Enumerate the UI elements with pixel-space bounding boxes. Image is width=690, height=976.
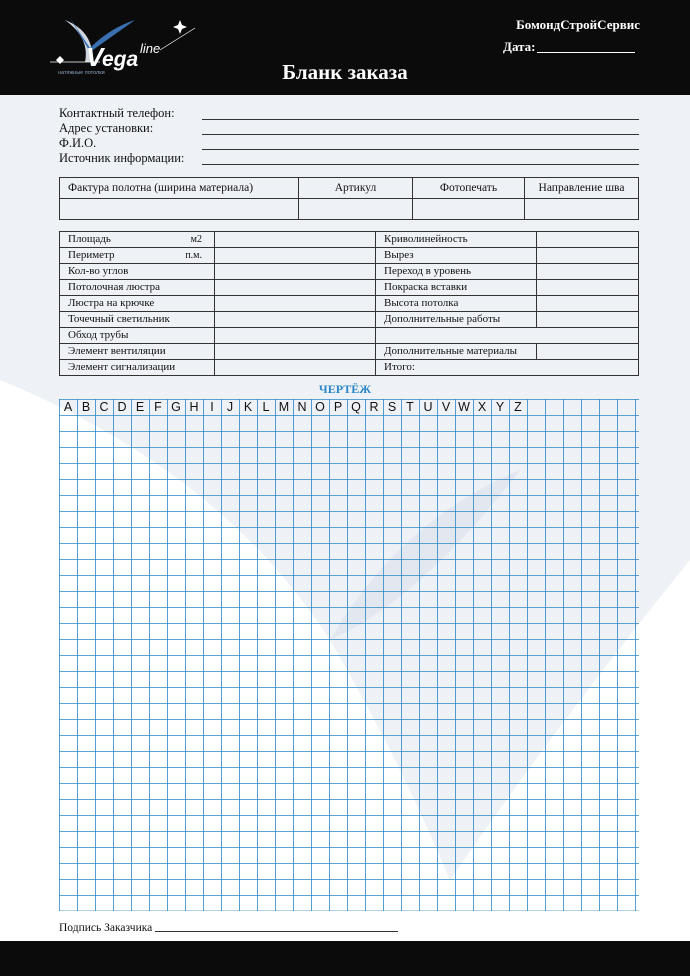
param-value-cell[interactable] — [215, 328, 376, 344]
param-value-cell[interactable] — [537, 280, 639, 296]
grid-column-letter: S — [387, 400, 397, 414]
grid-column-letter: Z — [514, 400, 522, 414]
logo-vega-ega: ega — [102, 48, 139, 71]
install-address-row[interactable] — [59, 121, 639, 135]
param-label-right: Итого: — [376, 360, 639, 376]
param-value-cell[interactable] — [215, 344, 376, 360]
grid-column-letter: I — [210, 400, 214, 414]
param-label: Периметр — [68, 249, 115, 261]
footer-bar — [0, 941, 690, 976]
material-table — [59, 177, 639, 220]
table-row — [60, 360, 639, 376]
table-row — [60, 248, 639, 264]
param-label-right: Высота потолка — [376, 296, 537, 312]
grid-column-letter: F — [154, 400, 162, 414]
grid-column-letter: N — [297, 400, 307, 414]
drawing-grid[interactable] — [59, 399, 639, 911]
param-label-right: Переход в уровень — [376, 264, 537, 280]
param-label-right: Вырез — [376, 248, 537, 264]
grid-column-letter: T — [406, 400, 414, 414]
contact-phone-row[interactable] — [59, 106, 639, 120]
logo-tagline: натяжные потолки — [58, 70, 105, 76]
param-label: Обход трубы — [60, 328, 215, 344]
param-value-cell[interactable] — [215, 296, 376, 312]
material-cell-photoprint[interactable] — [413, 199, 525, 220]
date-label: Дата: — [503, 39, 536, 54]
grid-column-letter: Y — [495, 400, 505, 414]
install-address-line[interactable] — [202, 134, 639, 135]
grid-column-letter: R — [369, 400, 379, 414]
header-bar — [0, 0, 690, 95]
param-label: Элемент сигнализации — [60, 360, 215, 376]
date-field[interactable] — [503, 39, 635, 55]
grid-column-letter: V — [441, 400, 451, 414]
params-table — [59, 231, 639, 376]
material-header-texture: Фактура полотна (ширина материала) — [60, 178, 299, 199]
grid-column-letter: C — [99, 400, 109, 414]
param-value-cell[interactable] — [215, 232, 376, 248]
install-address-label: Адрес установки: — [59, 121, 154, 135]
param-label-right: Дополнительные материалы — [376, 344, 537, 360]
company-name: БомондСтройСервис — [516, 17, 640, 32]
param-value-cell[interactable] — [215, 280, 376, 296]
param-value-cell[interactable] — [215, 360, 376, 376]
param-value-cell[interactable] — [537, 344, 639, 360]
grid-column-letter: O — [315, 400, 325, 414]
table-row — [60, 264, 639, 280]
page-title: Бланк заказа — [282, 60, 408, 84]
signature-line[interactable] — [155, 931, 398, 932]
material-header-article: Артикул — [299, 178, 413, 199]
grid-column-letter: L — [262, 400, 270, 414]
date-underline — [537, 52, 635, 53]
param-value-cell[interactable] — [537, 232, 639, 248]
grid-column-letter: P — [333, 400, 343, 414]
param-value-cell[interactable] — [376, 328, 639, 344]
grid-column-letter: Q — [351, 400, 361, 414]
grid-column-letter: M — [278, 400, 290, 414]
param-label: Площадь — [68, 233, 111, 245]
full-name-row[interactable] — [59, 136, 639, 150]
info-source-row[interactable] — [59, 151, 639, 165]
grid-column-letter: U — [423, 400, 433, 414]
grid-column-letter: D — [117, 400, 127, 414]
info-source-line[interactable] — [202, 164, 639, 165]
param-unit: п.м. — [185, 250, 202, 261]
param-label-right: Покраска вставки — [376, 280, 537, 296]
param-unit: м2 — [190, 234, 202, 245]
param-value-cell[interactable] — [537, 312, 639, 328]
param-label-right: Криволинейность — [376, 232, 537, 248]
table-row — [60, 280, 639, 296]
param-label: Люстра на крючке — [60, 296, 215, 312]
table-row — [60, 344, 639, 360]
grid-column-letter: K — [243, 400, 253, 414]
logo-vega-v: V — [86, 42, 104, 72]
customer-signature[interactable] — [59, 922, 398, 934]
full-name-line[interactable] — [202, 149, 639, 150]
grid-column-letter: E — [135, 400, 145, 414]
grid-column-letter: B — [81, 400, 91, 414]
param-label: Кол-во углов — [60, 264, 215, 280]
drawing-title: ЧЕРТЁЖ — [318, 382, 372, 396]
grid-column-letter: A — [63, 400, 73, 414]
param-label-right: Дополнительные работы — [376, 312, 537, 328]
param-label: Элемент вентиляции — [60, 344, 215, 360]
grid-column-letter: G — [171, 400, 181, 414]
param-label: Точечный светильник — [60, 312, 215, 328]
param-value-cell[interactable] — [215, 248, 376, 264]
grid-column-letter: J — [226, 400, 234, 414]
param-label: Потолочная люстра — [60, 280, 215, 296]
grid-column-letter: W — [458, 400, 470, 414]
signature-label: Подпись Заказчика — [59, 922, 153, 934]
param-value-cell[interactable] — [537, 296, 639, 312]
grid-column-letter: H — [189, 400, 199, 414]
contact-phone-line[interactable] — [202, 119, 639, 120]
full-name-label: Ф.И.О. — [59, 136, 97, 150]
table-row — [60, 312, 639, 328]
param-value-cell[interactable] — [215, 264, 376, 280]
material-cell-article[interactable] — [299, 199, 413, 220]
table-row — [60, 296, 639, 312]
param-value-cell[interactable] — [537, 264, 639, 280]
material-cell-texture[interactable] — [60, 199, 299, 220]
material-header-seam: Направление шва — [525, 178, 639, 199]
logo-line-word: line — [140, 41, 161, 56]
info-source-label: Источник информации: — [59, 151, 185, 165]
material-header-photoprint: Фотопечать — [413, 178, 525, 199]
table-row — [60, 232, 639, 248]
grid-column-letter: X — [477, 400, 487, 414]
contact-phone-label: Контактный телефон: — [59, 106, 175, 120]
material-cell-seam[interactable] — [525, 199, 639, 220]
param-value-cell[interactable] — [537, 248, 639, 264]
table-row — [60, 328, 639, 344]
param-value-cell[interactable] — [215, 312, 376, 328]
